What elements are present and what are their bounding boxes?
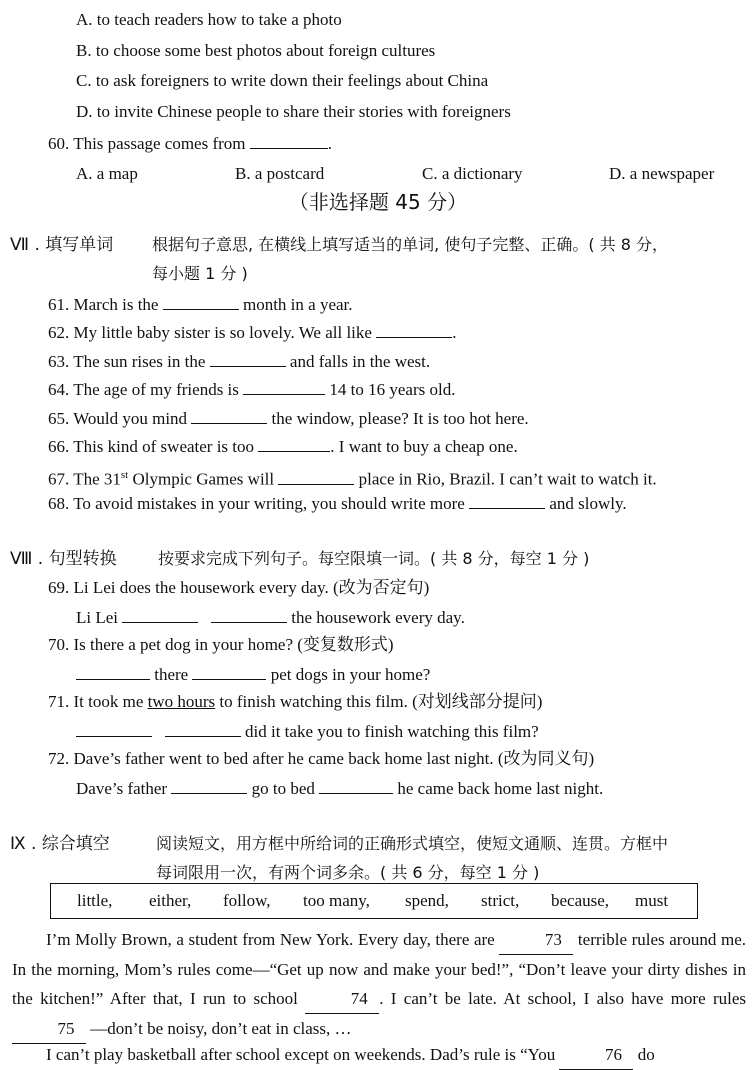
word-box-item: follow,	[223, 891, 271, 910]
q61-after: month in a year.	[242, 295, 353, 314]
q64-blank	[243, 378, 325, 395]
q68	[48, 492, 627, 515]
blank-75: 75	[12, 1014, 86, 1044]
q59-option-b: B. to choose some best photos about foreign cultures	[76, 41, 436, 60]
q72-blank-1	[171, 777, 247, 794]
para1-text-2: terrible rules around me. In the morning, Mom’s rules come—“Get up now and make your bed!”, “Don’t leave your dirty dishes in the kitchen!” After that, I run to school	[12, 930, 747, 1008]
section7-name: 填写单词	[45, 235, 114, 255]
q66-blank	[258, 435, 330, 452]
section9-number: Ⅸ .	[10, 834, 37, 854]
q70-answer	[76, 663, 430, 686]
q61-blank	[163, 293, 239, 310]
q71-blank-2	[165, 720, 241, 737]
q66	[48, 435, 518, 458]
q72-blank-2	[319, 777, 393, 794]
q71-stem-after: to finish watching this film. (对划线部分提问)	[219, 692, 543, 711]
section7-instruction-line2: 每小题 1 分 )	[152, 264, 248, 283]
para1-text-4: —don’t be noisy, don’t eat in class, …	[90, 1019, 352, 1038]
q60-blank	[250, 132, 328, 149]
q67-superscript: st	[120, 469, 129, 481]
para2-text-1: I can’t play basketball after school except on weekends. Dad’s rule is “You	[46, 1045, 556, 1064]
section7-heading	[10, 234, 113, 256]
q62-after: .	[452, 323, 457, 342]
q69-blank-2	[211, 606, 287, 623]
q72-ans-mid: go to bed	[251, 779, 315, 798]
q70-ans-mid: there	[154, 665, 189, 684]
word-box	[50, 883, 698, 919]
q71-underlined-phrase: two hours	[147, 692, 216, 711]
section9-instruction-line2: 每词限用一次，有两个词多余。( 共 6 分，每空 1 分 )	[156, 863, 540, 882]
section9-name: 综合填空	[41, 834, 110, 854]
q64-before: 64. The age of my friends is	[48, 380, 239, 399]
q70-blank-2	[192, 663, 266, 680]
word-box-item: strict,	[481, 891, 520, 910]
q62	[48, 321, 456, 344]
q60-option-a: A. a map	[76, 164, 138, 183]
q71-blank-1	[76, 720, 152, 737]
q68-before: 68. To avoid mistakes in your writing, you should write more	[48, 494, 465, 513]
q64	[48, 378, 455, 401]
word-box-item: little,	[77, 891, 113, 910]
q60-stem-before: 60. This passage comes from	[48, 134, 246, 153]
q69-answer	[76, 606, 465, 629]
q72-ans-end: he came back home last night.	[397, 779, 604, 798]
section8-name: 句型转换	[48, 549, 117, 569]
q69-ans-end: the housework every day.	[291, 608, 465, 627]
section7-instruction-line1: 根据句子意思, 在横线上填写适当的单词, 使句子完整、正确。( 共 8 分，	[152, 235, 669, 254]
q60-option-c: C. a dictionary	[422, 164, 523, 183]
q67-after: place in Rio, Brazil. I can’t wait to watch it.	[358, 469, 657, 489]
q66-before: 66. This kind of sweater is too	[48, 437, 255, 456]
q68-after: and slowly.	[549, 494, 627, 513]
q72-stem: 72. Dave’s father went to bed after he came back home last night. (改为同义句)	[48, 749, 595, 768]
q59-option-c: C. to ask foreigners to write down their feelings about China	[76, 71, 489, 90]
word-box-item: too many,	[303, 891, 370, 910]
word-box-item: either,	[149, 891, 192, 910]
q61	[48, 293, 353, 316]
section8-heading	[10, 548, 117, 570]
q63-before: 63. The sun rises in the	[48, 352, 206, 371]
q67	[48, 464, 657, 491]
q72-ans-start: Dave’s father	[76, 779, 168, 798]
q71-stem	[48, 691, 542, 713]
q60-stem-after: .	[327, 134, 333, 153]
blank-73: 73	[499, 925, 573, 955]
q72-answer	[76, 777, 603, 800]
section8-instruction: 按要求完成下列句子。每空限填一词。( 共 8 分，每空 1 分 )	[158, 549, 590, 568]
para1-text-3: . I can’t be late. At school, I also have more rules	[379, 989, 746, 1008]
part-title: （非选择题 45 分）	[288, 190, 468, 214]
q60-stem	[48, 132, 332, 155]
q64-after: 14 to 16 years old.	[329, 380, 456, 399]
q67-before2: Olympic Games will	[128, 469, 275, 489]
q65-after: the window, please? It is too hot here.	[271, 409, 529, 428]
section7-number: Ⅶ .	[10, 235, 40, 255]
q67-blank	[278, 468, 354, 485]
q68-blank	[469, 492, 545, 509]
q65-blank	[191, 407, 267, 424]
q70-stem: 70. Is there a pet dog in your home? (变复数形式)	[48, 635, 394, 654]
word-box-item: spend,	[405, 891, 449, 910]
q69-blank-1	[122, 606, 198, 623]
q70-ans-end: pet dogs in your home?	[270, 665, 431, 684]
passage-paragraph-1	[12, 925, 746, 1044]
q71-ans-end: did it take you to finish watching this film?	[245, 722, 539, 741]
q66-after: . I want to buy a cheap one.	[330, 437, 518, 456]
q62-before: 62. My little baby sister is so lovely. We all like	[48, 323, 372, 342]
q63-blank	[210, 350, 286, 367]
q67-before: 67. The 31	[48, 469, 121, 489]
section9-heading	[10, 833, 110, 855]
q63	[48, 350, 430, 373]
q69-stem: 69. Li Lei does the housework every day. (改为否定句)	[48, 578, 430, 597]
q65-before: 65. Would you mind	[48, 409, 188, 428]
q62-blank	[376, 321, 452, 338]
para1-text-1: I’m Molly Brown, a student from New York. Every day, there are	[46, 930, 495, 949]
section8-number: Ⅷ .	[10, 549, 44, 569]
q61-before: 61. March is the	[48, 295, 159, 314]
q71-answer	[76, 720, 539, 743]
q59-option-a: A. to teach readers how to take a photo	[76, 10, 342, 29]
word-box-item: because,	[551, 891, 610, 910]
q70-blank-1	[76, 663, 150, 680]
q60-option-b: B. a postcard	[235, 164, 325, 183]
section9-instruction-line1: 阅读短文，用方框中所给词的正确形式填空，使短文通顺、连贯。方框中	[156, 834, 669, 853]
q60-option-d: D. a newspaper	[609, 164, 715, 183]
word-box-item: must	[635, 891, 669, 910]
q63-after: and falls in the west.	[289, 352, 431, 371]
q69-ans-start: Li Lei	[76, 608, 119, 627]
para2-text-2: do	[637, 1045, 655, 1064]
q59-option-d: D. to invite Chinese people to share their stories with foreigners	[76, 102, 511, 121]
passage-paragraph-2	[12, 1040, 746, 1070]
q65	[48, 407, 529, 430]
q71-stem-before: 71. It took me	[48, 692, 144, 711]
blank-76: 76	[559, 1040, 633, 1070]
blank-74: 74	[305, 984, 379, 1014]
